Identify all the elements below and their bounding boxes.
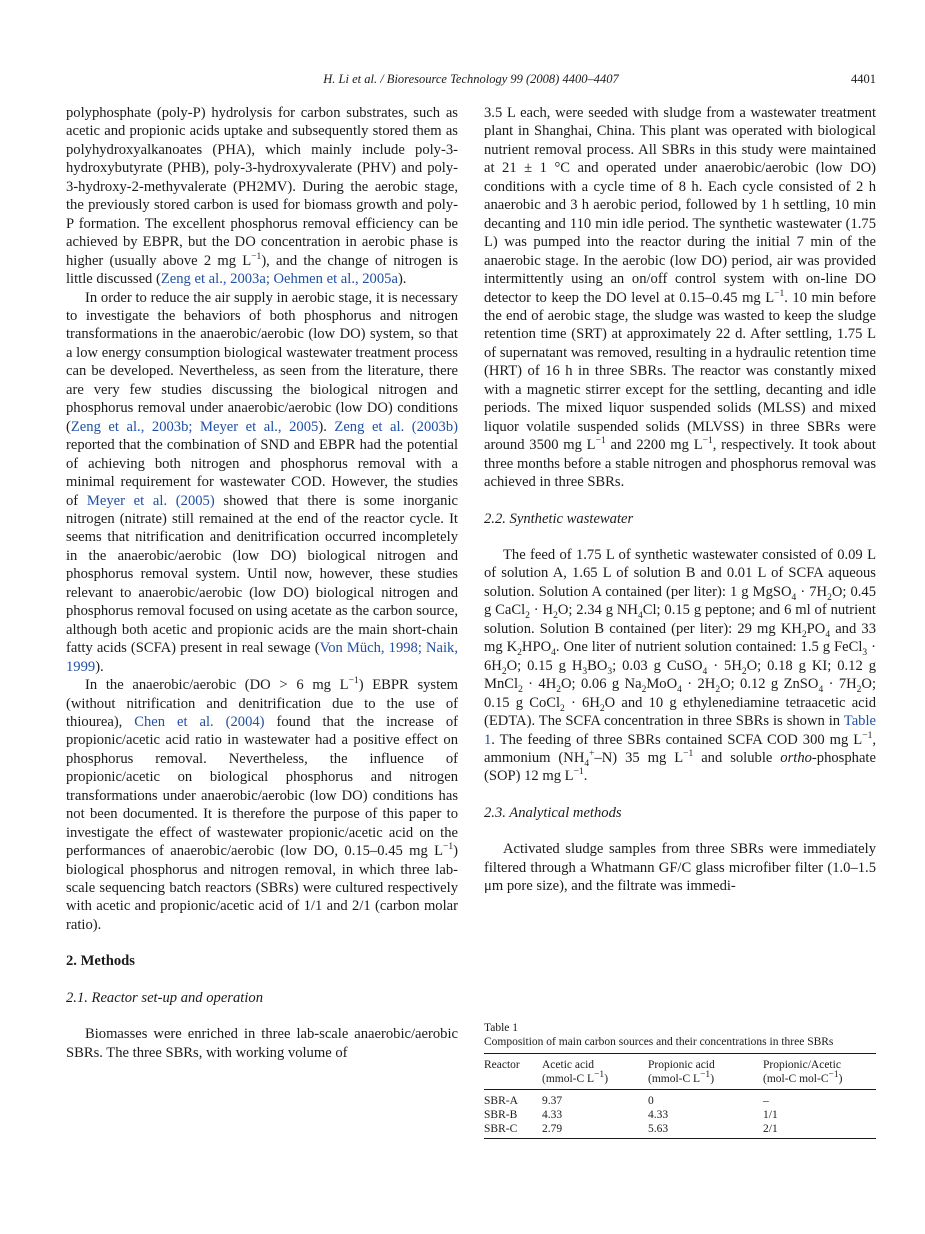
cell-reactor: SBR-B xyxy=(484,1109,518,1121)
table-1 xyxy=(484,1021,876,1139)
citation-link[interactable]: Chen et al. (2004) xyxy=(134,713,265,730)
right-column xyxy=(484,104,876,896)
citation-link[interactable]: Zeng et al., 2003a; Oehmen et al., 2005a xyxy=(160,271,398,288)
running-header xyxy=(66,72,876,92)
table-reference-link[interactable]: Table 1 xyxy=(484,713,876,748)
paragraph-analytical: Activated sludge samples from three SBRs were immediately filtered through a Whatmann GF/C glass microfiber filter (1.0–1.5 μm pore size), and the filtrate was immedi- xyxy=(484,841,876,895)
header-ratio: Propionic/Acetic xyxy=(763,1054,876,1073)
citation-link[interactable]: Zeng et al. (2003b) xyxy=(334,418,458,435)
subsection-heading-synthetic-wastewater: 2.2. Synthetic wastewater xyxy=(484,510,634,527)
subsection-heading-reactor: 2.1. Reactor set-up and operation xyxy=(66,989,263,1006)
table-row xyxy=(484,1090,876,1109)
journal-citation-line: H. Li et al. / Bioresource Technology 99 (2008) 4400–4407 xyxy=(323,72,619,86)
paragraph-ebpr-intro: polyphosphate (poly-P) hydrolysis for carbon substrates, such as acetic and propionic acids uptake and subsequently stored them as polyhydroxyalkanoates (PHA), which mainly include poly-3-hydroxybutyrate (PHB), poly-3-hydroxyvalerate (PHV) and poly-3-hydroxy-2-methyvalerate (PH2MV). During the aerobic stage, the previously stored carbon is used for biomass growth and poly-P formation. The excellent phosphorus removal efficiency can be achieved by EBPR, but the DO concentration in aerobic phase is higher (usually above 2 mg $L^{-1}$), and the change of nitrogen is little discussed (Zeng et al., 2003a; Oehmen et al., 2005a). xyxy=(66,105,458,288)
header-acetic-unit: (mmol-C $L^{-1}$) xyxy=(542,1072,648,1090)
paragraph-sbr-operation: 3.5 L each, were seeded with sludge from a wastewater treatment plant in Shanghai, China. This plant was operated with biological nutrient removal process. All SBRs in this study were maintained at 21 ± 1 °C and operated under anaerobic/aerobic (low DO) conditions with a cycle time of 8 h. Each cycle consisted of 2 h anaerobic and 3 h aerobic period, followed by 1 h settling, 10 min decanting and 110 min idle period. The synthetic wastewater (1.75 L) was pumped into the reactor during the initial 7 min of the anaerobic stage. In the aerobic (low DO) period, air was provided intermittently using an on/off control system with on-line DO detector to keep the DO level at 0.15–0.45 mg $L^{-1}$. 10 min before the end of aerobic stage, the sludge was wasted to keep the sludge retention time (SRT) at approximately 22 d. After settling, 1.75 L of supernatant was removed, resulting in a hydraulic retention time (HRT) of 16 h in three SBRs. The reactor was constantly mixed with a magnetic stirrer except for the settling, decanting and idle periods. The mixed liquor suspended solids (MLSS) and mixed liquor volatile suspended solids (MLVSS) in three SBRs were around 3500 mg $L^{-1}$ and 2200 mg $L^{-1}$, respectively. It took about three months before a stable nitrogen and phosphorus removal was achieved in three SBRs. xyxy=(484,105,876,491)
table-header-row xyxy=(484,1054,876,1073)
cell-reactor: SBR-C xyxy=(484,1122,542,1139)
citation-link[interactable]: Von Müch, 1998; Naik, 1999 xyxy=(66,640,458,675)
table-header-units-row xyxy=(484,1072,876,1090)
header-propionic: Propionic acid xyxy=(648,1054,763,1073)
carbon-source-table xyxy=(484,1053,876,1139)
subsection-heading-analytical-methods: 2.3. Analytical methods xyxy=(484,804,622,821)
cell-propionic: 4.33 xyxy=(648,1109,669,1121)
table-row xyxy=(484,1122,876,1139)
page-number: 4401 xyxy=(851,72,876,86)
citation-link[interactable]: Zeng et al., 2003b; Meyer et al., 2005 xyxy=(70,418,319,435)
citation-link[interactable]: Meyer et al. (2005) xyxy=(86,492,215,509)
table-label: Table 1 xyxy=(484,1022,519,1034)
section-heading-methods: 2. Methods xyxy=(66,953,135,970)
cell-acetic: 9.37 xyxy=(542,1095,563,1107)
cell-ratio: 1/1 xyxy=(763,1109,778,1121)
header-ratio-unit: (mol-C mol-$C^{-1}$) xyxy=(763,1072,876,1090)
paragraph-purpose: In the anaerobic/aerobic (DO > 6 mg $L^{-1}$) EBPR system (without nitrification and denitrification due to the use of thiourea), Chen et al. (2004) found that the increase of propionic/acetic acid ratio in wastewater had a positive effect on phosphorus removal. Nevertheless, the influence of propionic/acetic on biological phosphorus and nitrogen transformations under anaerobic/aerobic (low DO) conditions has not been documented. It is therefore the purpose of this paper to investigate the effect of wastewater propionic/acetic acid on the performances of anaerobic/aerobic (low DO, 0.15–0.45 mg $L^{-1}$) biological phosphorus and nitrogen removal, in which three lab-scale sequencing batch reactors (SBRs) were cultured respectively with acetic and propionic/acetic acid of 1/1 and 2/1 (carbon molar ratio). xyxy=(66,676,458,933)
cell-propionic: 5.63 xyxy=(648,1122,763,1139)
left-column xyxy=(66,104,458,1062)
header-reactor: Reactor xyxy=(484,1054,542,1073)
cell-acetic: 2.79 xyxy=(542,1122,648,1139)
header-acetic: Acetic acid xyxy=(542,1054,648,1073)
header-propionic-unit: (mmol-C $L^{-1}$) xyxy=(648,1072,763,1090)
cell-reactor: SBR-A xyxy=(484,1095,518,1107)
paragraph-low-do-motivation: In order to reduce the air supply in aerobic stage, it is necessary to investigate the behaviors of both phosphorus and nitrogen transformations in the anaerobic/aerobic (low DO) system, so that a low energy consumption biological wastewater treatment process can be developed. Nevertheless, as seen from the literature, there are very few studies discussing the biological nitrogen and phosphorus removal under anaerobic/aerobic (low DO) conditions (Zeng et al., 2003b; Meyer et al., 2005). Zeng et al. (2003b) reported that the combination of SND and EBPR had the potential of achieving both nitrogen and phosphorus removal with a minimal requirement for wastewater COD. However, the studies of Meyer et al. (2005) showed that there is some inorganic nitrogen (nitrate) still remained at the end of the reactor cycle. It seems that nitrification and denitrification occurred incompletely in the anaerobic/aerobic (low DO) biological nitrogen and phosphorus removal system. Until now, however, these studies relevant to anaerobic/aerobic (low DO) biological nitrogen and phosphorus removal focused on using acetate as the carbon source, although both acetic and propionic acids are the main short-chain fatty acids (SCFA) present in real sewage (Von Müch, 1998; Naik, 1999). xyxy=(66,289,458,675)
cell-propionic: 0 xyxy=(648,1095,654,1107)
cell-ratio: – xyxy=(763,1095,769,1107)
paragraph-biomass: Biomasses were enriched in three lab-scale anaerobic/aerobic SBRs. The three SBRs, with working volume of xyxy=(66,1026,458,1061)
table-row xyxy=(484,1108,876,1122)
paragraph-feed-composition: The feed of 1.75 L of synthetic wastewater consisted of 0.09 L of solution A, 1.65 L of solution B and 0.01 L of SCFA aqueous solution. Solution A contained (per liter): 1 g MgSO$_4$ · $7H_2O$; 0.45 g CaCl$_2$ · $H_2O$; 2.34 g $NH_4Cl$; 0.15 g peptone; and 6 ml of nutrient solution. Solution B contained (per liter): 29 mg $KH_2PO_4$ and 33 mg $K_2HPO_4$. One liter of nutrient solution contained: 1.5 g FeCl$_3$ · $6H_2O$; 0.15 g $H_3BO_3$; 0.03 g CuSO$_4$ · $5H_2O$; 0.18 g KI; 0.12 g MnCl$_2$ · $4H_2O$; 0.06 g $Na_2MoO_4 \cdot 2H_2O$; 0.12 g ZnSO$_4$ · $7H_2O$; 0.15 g CoCl$_2$ · $6H_2O$ and 10 g ethylenediamine tetraacetic acid (EDTA). The SCFA concentration in three SBRs is shown in Table 1. The feeding of three SBRs contained SCFA COD 300 mg $L^{-1}$, ammonium $(NH_4^+-N)$ 35 mg $L^{-1}$ and soluble ortho-phosphate (SOP) 12 mg $L^{-1}$. xyxy=(484,546,876,785)
table-caption: Composition of main carbon sources and their concentrations in three SBRs xyxy=(484,1036,834,1048)
cell-ratio: 2/1 xyxy=(763,1122,876,1139)
cell-acetic: 4.33 xyxy=(542,1109,563,1121)
